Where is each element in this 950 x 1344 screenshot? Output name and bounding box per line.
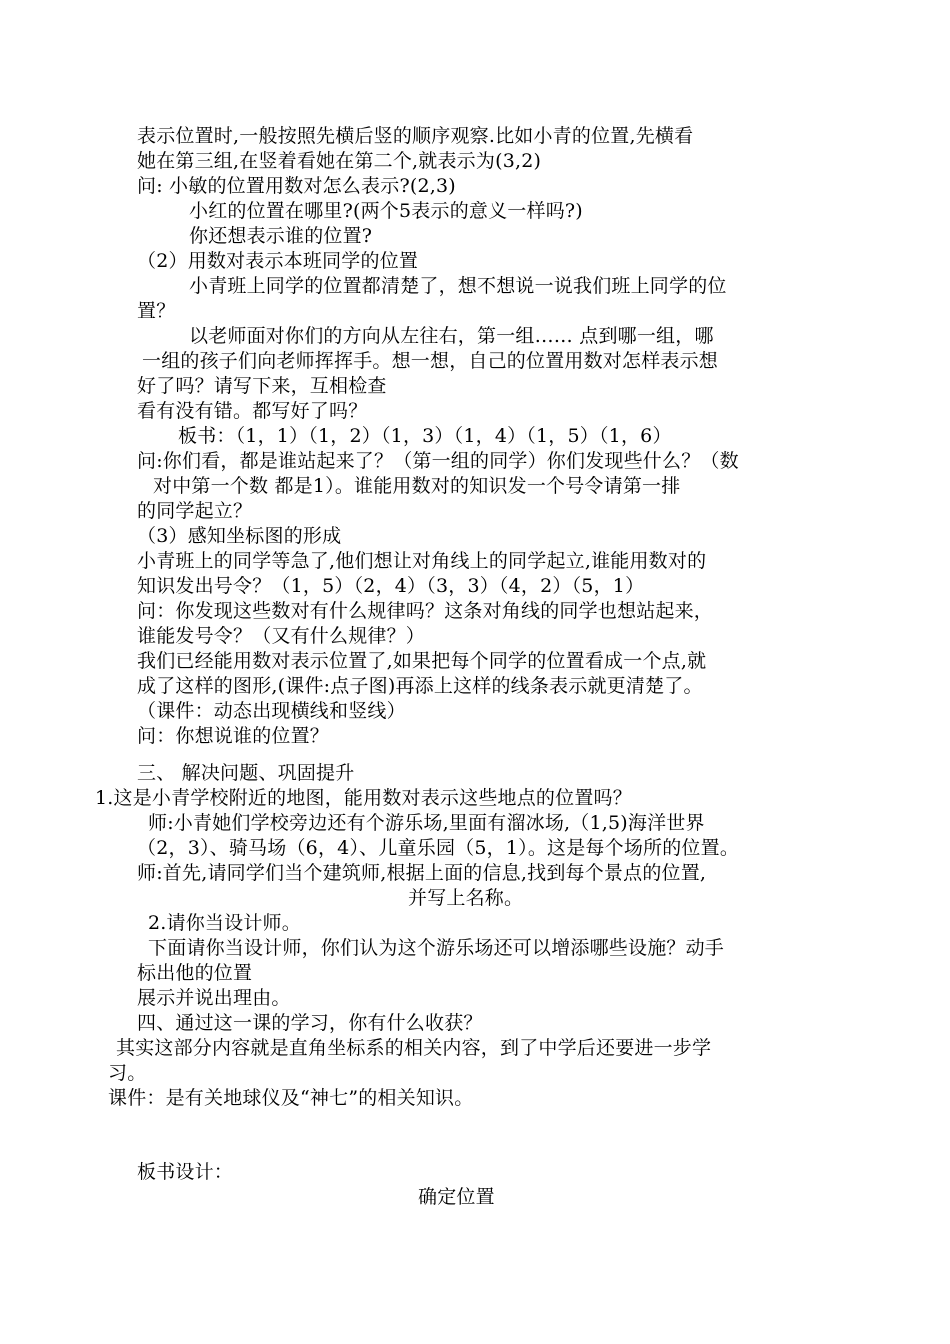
text-line: 问: 小敏的位置用数对怎么表示?(2,3)	[137, 175, 456, 197]
text-line: 问：你发现这些数对有什么规律吗？这条对角线的同学也想站起来，	[137, 600, 714, 622]
text-line: 表示位置时,一般按照先横后竖的顺序观察.比如小青的位置,先横看	[137, 125, 694, 147]
text-line: 问:你们看，都是谁站起来了？（第一组的同学）你们发现些什么？（数	[137, 450, 739, 472]
text-line: 标出他的位置	[137, 962, 253, 984]
board-design-title: 确定位置	[418, 1186, 495, 1208]
section-heading: （2）用数对表示本班同学的位置	[137, 250, 419, 272]
text-line: 一组的孩子们向老师挥挥手。想一想，自己的位置用数对怎样表示想	[142, 350, 719, 372]
text-line: 小青班上同学的位置都清楚了，想不想说一说我们班上同学的位	[189, 275, 727, 297]
section-heading: （3）感知坐标图的形成	[137, 525, 342, 547]
text-line: 展示并说出理由。	[137, 987, 291, 1009]
board-design-label: 板书设计：	[137, 1161, 234, 1183]
text-line: 师:小青她们学校旁边还有个游乐场,里面有溜冰场,（1,5)海洋世界	[148, 812, 705, 834]
section-heading: 四、通过这一课的学习，你有什么收获？	[137, 1012, 483, 1034]
text-line: 下面请你当设计师，你们认为这个游乐场还可以增添哪些设施？动手	[148, 937, 725, 959]
text-line: 其实这部分内容就是直角坐标系的相关内容，到了中学后还要进一步学	[116, 1037, 712, 1059]
text-line: 课件：是有关地球仪及“神七”的相关知识。	[108, 1087, 474, 1109]
text-line: 板书：（1，1）（1，2）（1，3）（1，4）（1，5）（1，6）	[178, 425, 672, 447]
text-line: 对中第一个数 都是1）。谁能用数对的知识发一个号令请第一排	[153, 475, 681, 497]
text-line: 成了这样的图形,(课件:点子图)再添上这样的线条表示就更清楚了。	[137, 675, 703, 697]
section-heading: 三、 解决问题、巩固提升	[137, 762, 355, 784]
text-line: 问：你想说谁的位置？	[137, 725, 330, 747]
text-line: 2.请你当设计师。	[148, 912, 301, 934]
text-line: 我们已经能用数对表示位置了,如果把每个同学的位置看成一个点,就	[137, 650, 707, 672]
text-line: 小红的位置在哪里?(两个5表示的意义一样吗?)	[189, 200, 583, 222]
text-line: 知识发出号令？（1，5）（2，4）（3，3）（4，2）（5，1）	[137, 575, 645, 597]
text-line: 1.这是小青学校附近的地图，能用数对表示这些地点的位置吗？	[95, 787, 632, 809]
text-line: 她在第三组,在竖着看她在第二个,就表示为(3,2)	[137, 150, 542, 172]
text-line: 师:首先,请同学们当个建筑师,根据上面的信息,找到每个景点的位置,	[137, 862, 707, 884]
text-line: 以老师面对你们的方向从左往右，第一组…… 点到哪一组，哪	[189, 325, 714, 347]
text-line: （2，3）、骑马场（6，4）、儿童乐园（5，1）。这是每个场所的位置。	[137, 837, 740, 859]
text-line: 的同学起立？	[137, 500, 253, 522]
text-line: 看有没有错。都写好了吗？	[137, 400, 368, 422]
text-line: 习。	[108, 1062, 147, 1084]
text-line: 置？	[137, 300, 176, 322]
text-line: 并写上名称。	[408, 887, 524, 909]
text-line: 小青班上的同学等急了,他们想让对角线上的同学起立,谁能用数对的	[137, 550, 707, 572]
text-line: 好了吗？请写下来，互相检查	[137, 375, 387, 397]
text-line: 你还想表示谁的位置?	[189, 225, 373, 247]
text-line: （课件：动态出现横线和竖线）	[137, 700, 406, 722]
text-line: 谁能发号令？（又有什么规律？）	[137, 625, 426, 647]
